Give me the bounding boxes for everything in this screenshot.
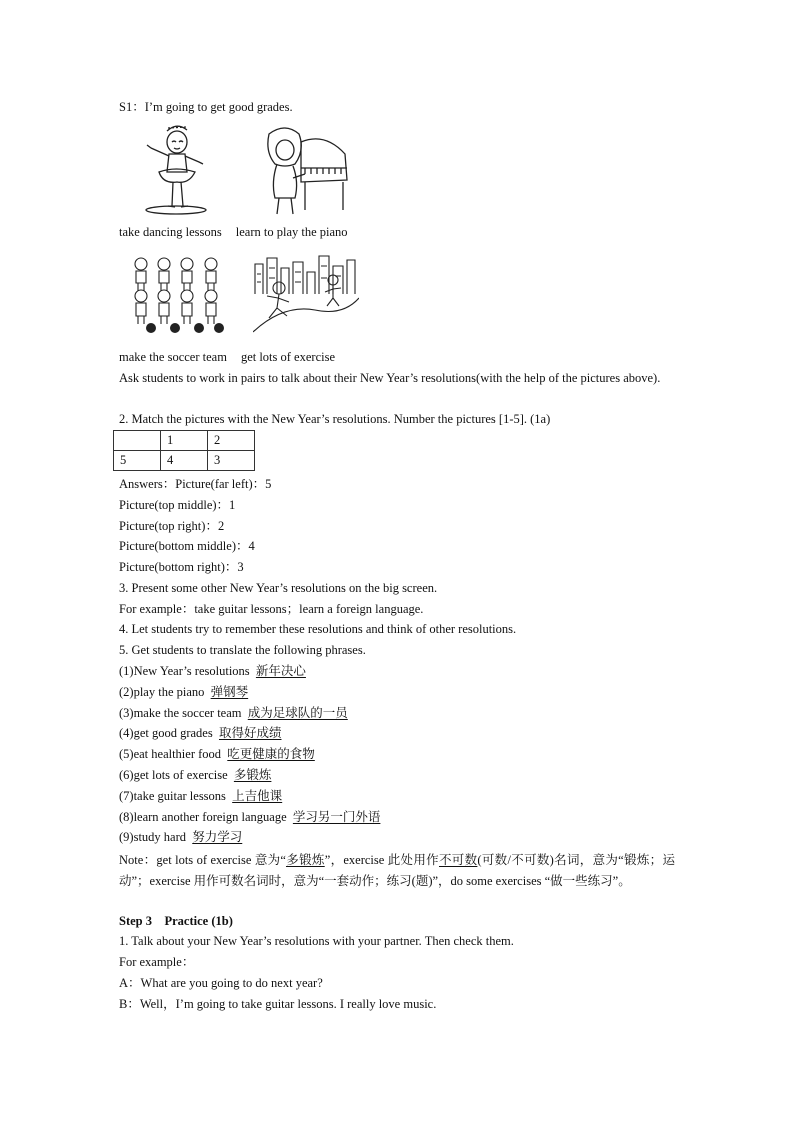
caption-row-1 bbox=[119, 224, 348, 240]
phrase-zh: 取得好成绩 bbox=[218, 726, 282, 740]
phrase-zh: 新年决心 bbox=[255, 664, 306, 678]
caption-exercise: get lots of exercise bbox=[240, 350, 335, 364]
item-4: 4. Let students try to remember these resolutions and think of other resolutions. bbox=[119, 622, 517, 636]
answer-table bbox=[113, 430, 255, 471]
phrase-en: (5)eat healthier food bbox=[119, 747, 222, 761]
item-5: 5. Get students to translate the following phrases. bbox=[119, 643, 366, 657]
practice-1: 1. Talk about your New Year’s resolutions with your partner. Then check them. bbox=[119, 934, 514, 948]
note-text: ”，exercise 此处用作 bbox=[324, 853, 439, 867]
piano-picture bbox=[255, 124, 351, 216]
item-3: 3. Present some other New Year’s resolutions on the big screen. bbox=[119, 581, 438, 595]
dialogue-a: A：What are you going to do next year? bbox=[119, 976, 323, 990]
caption-row-2 bbox=[119, 349, 335, 365]
table-row bbox=[114, 451, 255, 471]
phrase-en: (3)make the soccer team bbox=[119, 706, 242, 720]
phrase-zh: 弹钢琴 bbox=[210, 685, 249, 699]
phrase-line bbox=[119, 725, 282, 741]
example-line: For example：take guitar lessons；learn a foreign language. bbox=[119, 602, 424, 616]
table-cell: 5 bbox=[114, 451, 161, 471]
table-row bbox=[114, 431, 255, 451]
note-text: (可数/不可数)名词，意为“锻炼；运动”；exercise 用作可数名词时，意为“一套动作；练习(题)”，do some exercises “做一些练习”。 bbox=[119, 853, 675, 888]
phrase-en: (7)take guitar lessons bbox=[119, 789, 226, 803]
phrase-en: (8)learn another foreign language bbox=[119, 810, 287, 824]
phrase-zh: 成为足球队的一员 bbox=[247, 706, 348, 720]
phrase-en: (4)get good grades bbox=[119, 726, 213, 740]
answer-line: Answers：Picture(far left)：5 bbox=[119, 477, 272, 491]
step3-heading: Step 3 Practice (1b) bbox=[119, 914, 233, 928]
phrase-en: (9)study hard bbox=[119, 830, 186, 844]
answer-line: Picture(bottom middle)：4 bbox=[119, 539, 255, 553]
table-cell: 2 bbox=[208, 431, 255, 451]
note-text: Note：get lots of exercise 意为“ bbox=[119, 853, 286, 867]
phrase-zh: 上吉他课 bbox=[232, 789, 283, 803]
phrase-line bbox=[119, 788, 282, 804]
caption-soccer: make the soccer team bbox=[119, 350, 227, 364]
phrase-line bbox=[119, 663, 306, 679]
phrase-line bbox=[119, 767, 271, 783]
table-cell: 3 bbox=[208, 451, 255, 471]
table-cell: 1 bbox=[161, 431, 208, 451]
answer-line: Picture(top middle)：1 bbox=[119, 498, 236, 512]
item-2: 2. Match the pictures with the New Year’s resolutions. Number the pictures [1-5]. (1a) bbox=[119, 412, 551, 426]
caption-piano: learn to play the piano bbox=[235, 225, 348, 239]
caption-dancing: take dancing lessons bbox=[119, 225, 222, 239]
table-cell: 4 bbox=[161, 451, 208, 471]
phrase-line bbox=[119, 746, 315, 762]
phrase-line bbox=[119, 705, 348, 721]
table-cell bbox=[114, 431, 161, 451]
phrase-en: (1)New Year’s resolutions bbox=[119, 664, 250, 678]
answer-line: Picture(bottom right)：3 bbox=[119, 560, 244, 574]
phrase-zh: 学习另一门外语 bbox=[292, 810, 381, 824]
phrase-en: (2)play the piano bbox=[119, 685, 205, 699]
dancing-girl-picture bbox=[141, 122, 211, 216]
phrase-line bbox=[119, 829, 242, 845]
soccer-team-picture bbox=[129, 254, 225, 334]
phrase-zh: 吃更健康的食物 bbox=[227, 747, 315, 761]
for-example: For example： bbox=[119, 955, 195, 969]
phrase-line bbox=[119, 809, 380, 825]
phrase-line bbox=[119, 684, 248, 700]
dialogue-b: B：Well，I’m going to take guitar lessons. I really love music. bbox=[119, 997, 437, 1011]
phrase-zh: 多锻炼 bbox=[233, 768, 272, 782]
ask-paragraph: Ask students to work in pairs to talk about their New Year’s resolutions(with the help of the pictures above). bbox=[119, 371, 661, 385]
exercise-picture bbox=[253, 254, 359, 334]
phrase-en: (6)get lots of exercise bbox=[119, 768, 228, 782]
phrase-zh: 努力学习 bbox=[192, 830, 243, 844]
note-paragraph bbox=[119, 850, 675, 892]
note-underlined: 不可数 bbox=[438, 853, 478, 867]
s1-line: S1：I’m going to get good grades. bbox=[119, 100, 293, 114]
note-underlined: 多锻炼 bbox=[285, 853, 325, 867]
answer-line: Picture(top right)：2 bbox=[119, 519, 225, 533]
